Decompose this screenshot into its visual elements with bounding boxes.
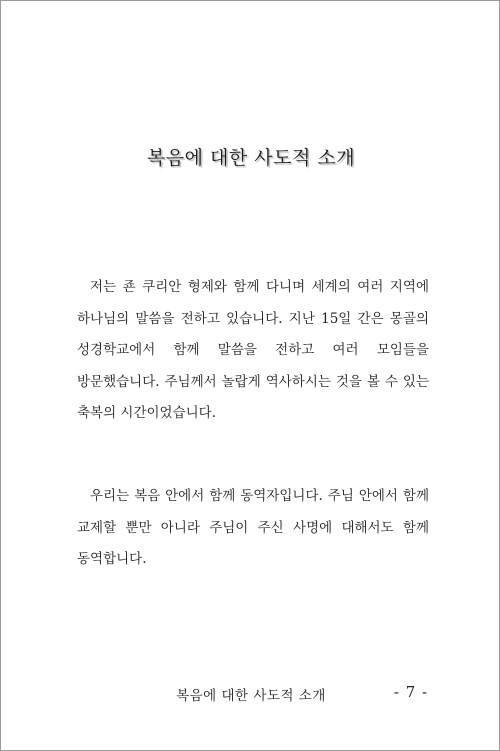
body-paragraph-2 bbox=[77, 481, 429, 576]
running-footer-title: 복음에 대한 사도적 소개 bbox=[176, 688, 326, 704]
page-number: - 7 - bbox=[393, 683, 429, 701]
body-paragraph-1 bbox=[77, 272, 429, 430]
chapter-title: 복음에 대한 사도적 소개 bbox=[146, 147, 356, 169]
paragraph-text: 우리는 복음 안에서 함께 동역자입니다. 주님 안에서 함께 교제할 뿐만 아니라 주님이 주신 사명에 대해서도 함께 동역합니다. bbox=[77, 488, 429, 567]
paragraph-text: 저는 죤 쿠리안 형제와 함께 다니며 세계의 여러 지역에 하나님의 말씀을 전하고 있습니다. 지난 15일 간은 몽골의 성경학교에서 함께 말씀을 전하고 여러 모임들을 방문했습니다. 주님께서 놀랍게 역사하시는 것을 볼 수 있는 축복의 시간이었습니다. bbox=[77, 279, 429, 421]
